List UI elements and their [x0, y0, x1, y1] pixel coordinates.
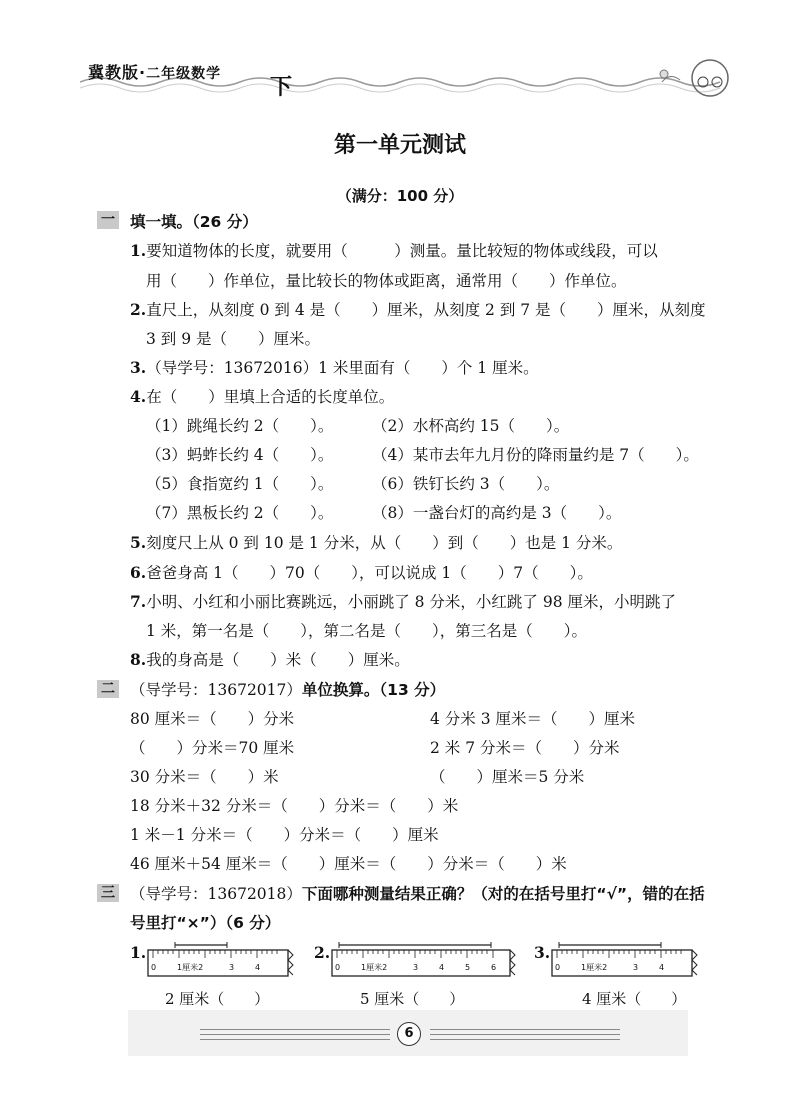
tick-label: 1厘米2: [361, 963, 388, 972]
full-score: （满分：100 分）: [336, 187, 464, 205]
cartoon-children-icon: [640, 52, 740, 102]
section-badge: 一: [97, 211, 119, 229]
conversion-item: 18 分米＋32 分米＝（ ）分米＝（ ）米: [130, 797, 459, 815]
question-text: （导学号：13672016）1 米里面有（ ）个 1 厘米。: [146, 359, 539, 377]
question-number: 4.: [130, 387, 147, 406]
question-line: [130, 531, 622, 553]
footer-divider: [430, 1034, 620, 1035]
conversion-item: 1 米－1 分米＝（ ）分米＝（ ）厘米: [130, 826, 439, 844]
footer-divider: [430, 1029, 620, 1030]
conversion-item: 30 分米＝（ ）米: [130, 768, 279, 786]
section-title: 填一填。（26 分）: [130, 213, 258, 231]
sub-question: （8）一盏台灯的高约是 3（ ）。: [372, 504, 622, 522]
page-number: 6: [397, 1022, 421, 1046]
question-text: 1 米，第一名是（ ），第二名是（ ），第三名是（ ）。: [146, 622, 588, 640]
question-text: 小明、小红和小丽比赛跳远，小丽跳了 8 分米，小红跳了 98 厘米，小明跳了: [146, 593, 676, 611]
conversion-item: 80 厘米＝（ ）分米: [130, 710, 295, 728]
grade-label: 二年级数学: [146, 66, 222, 82]
tick-label: 0: [151, 963, 157, 972]
series-label: 冀教版: [88, 63, 140, 82]
question-text: 我的身高是（ ）米（ ）厘米。: [146, 651, 410, 669]
question-number: 1.: [130, 241, 147, 260]
question-number: 2.: [314, 943, 331, 962]
question-line: [130, 356, 539, 378]
question-line: [146, 269, 627, 291]
footer-divider: [430, 1039, 620, 1040]
conversion-item: 4 分米 3 厘米＝（ ）厘米: [430, 710, 636, 728]
tick-label: 4: [255, 963, 261, 972]
footer-divider: [200, 1029, 390, 1030]
sub-question: （3）蚂蚱长约 4（ ）。: [146, 446, 334, 464]
question-number: 7.: [130, 592, 147, 611]
question-line: [146, 619, 587, 641]
section-title-text: 下面哪种测量结果正确？（对的在括号里打“√”，错的在括: [301, 885, 705, 903]
tick-label: 4: [439, 963, 445, 972]
tick-label: 3: [413, 963, 419, 972]
page-title: 第一单元测试: [333, 133, 466, 158]
sub-question: （2）水杯高约 15（ ）。: [372, 417, 570, 435]
section-title: [130, 882, 705, 904]
term-label: 下: [270, 75, 293, 100]
question-number: 1.: [130, 943, 147, 962]
conversion-item: 2 米 7 分米＝（ ）分米: [430, 739, 620, 757]
guide-number: （导学号：13672018）: [130, 885, 302, 903]
question-line: [130, 239, 658, 261]
ruler-answer: 5 厘米（ ）: [360, 990, 465, 1008]
ruler-figure: [551, 942, 701, 978]
question-line: [130, 561, 593, 583]
question-text: 刻度尺上从 0 到 10 是 1 分米，从（ ）到（ ）也是 1 分米。: [146, 534, 623, 552]
sub-question: （7）黑板长约 2（ ）。: [146, 504, 334, 522]
section-title: [130, 678, 445, 700]
tick-label: 3: [633, 963, 639, 972]
question-line: [130, 648, 410, 670]
tick-label: 1厘米2: [581, 963, 608, 972]
header-series: 冀教版·二年级数学: [88, 63, 222, 82]
question-text: 3 到 9 是（ ）厘米。: [146, 330, 321, 348]
conversion-item: 46 厘米＋54 厘米＝（ ）厘米＝（ ）分米＝（ ）米: [130, 855, 567, 873]
footer-divider: [200, 1034, 390, 1035]
conversion-item: （ ）分米＝70 厘米: [130, 739, 295, 757]
tick-label: 0: [555, 963, 561, 972]
ruler-figure: [331, 942, 521, 978]
tick-label: 0: [335, 963, 341, 972]
conversion-item: （ ）厘米＝5 分米: [430, 768, 585, 786]
question-number: 3.: [534, 943, 551, 962]
tick-label: 3: [229, 963, 235, 972]
tick-label: 4: [659, 963, 665, 972]
sub-question: （4）某市去年九月份的降雨量约是 7（ ）。: [372, 446, 699, 464]
section-title-text: 单位换算。（13 分）: [301, 681, 446, 699]
question-line: [130, 385, 394, 407]
question-text: 直尺上，从刻度 0 到 4 是（ ）厘米，从刻度 2 到 7 是（ ）厘米，从刻度: [146, 301, 706, 319]
question-number: 3.: [130, 358, 147, 377]
section-badge: 三: [97, 884, 119, 902]
question-number: 8.: [130, 650, 147, 669]
question-number: 5.: [130, 533, 147, 552]
ruler-figure: [147, 942, 297, 978]
section-badge: 二: [97, 680, 119, 698]
footer-divider: [200, 1039, 390, 1040]
question-text: 要知道物体的长度，就要用（ ）测量。量比较短的物体或线段，可以: [146, 242, 658, 260]
question-text: 在（ ）里填上合适的长度单位。: [146, 388, 395, 406]
question-text: 爸爸身高 1（ ）70（ ），可以说成 1（ ）7（ ）。: [146, 564, 593, 582]
question-number: 2.: [130, 300, 147, 319]
tick-label: 5: [465, 963, 471, 972]
section-title-cont: [130, 911, 280, 933]
tick-label: 1厘米2: [177, 963, 204, 972]
sub-question: （6）铁钉长约 3（ ）。: [372, 475, 560, 493]
question-line: [146, 327, 320, 349]
ruler-answer: 4 厘米（ ）: [582, 990, 687, 1008]
sub-question: （1）跳绳长约 2（ ）。: [146, 417, 334, 435]
guide-number: （导学号：13672017）: [130, 681, 302, 699]
tick-label: 6: [491, 963, 497, 972]
ruler-answer: 2 厘米（ ）: [165, 990, 270, 1008]
question-line: [130, 298, 706, 320]
question-line: [130, 590, 676, 612]
sub-question: （5）食指宽约 1（ ）。: [146, 475, 334, 493]
question-number: 6.: [130, 563, 147, 582]
section-title-text: 号里打“×”）（6 分）: [130, 914, 281, 932]
question-text: 用（ ）作单位，量比较长的物体或距离，通常用（ ）作单位。: [146, 272, 627, 290]
